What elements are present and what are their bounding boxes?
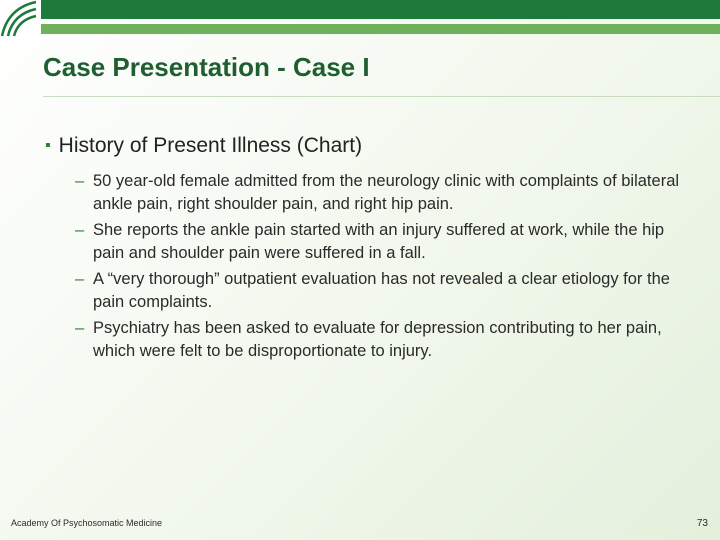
title-divider [43,96,720,97]
header-bar-light [41,24,720,34]
sub-bullet-text: She reports the ankle pain started with an injury suffered at work, while the hip pain and shoulder pain were suffered in a fall. [93,221,665,262]
main-bullet-text: History of Present Illness (Chart) [58,134,363,157]
footer-organization: Academy Of Psychosomatic Medicine [11,518,163,528]
sub-bullet-text: 50 year-old female admitted from the neurology clinic with complaints of bilateral ankle pain, right shoulder pain, and right hip pain. [93,172,680,213]
arc-logo-icon [0,0,38,38]
sub-bullet-item [75,170,695,216]
dash-icon: – [75,270,85,288]
page-number: 73 [696,518,708,529]
main-bullet [45,134,362,158]
sub-bullet-text: Psychiatry has been asked to evaluate for depression contributing to her pain, which were felt to be disproportionate to injury. [93,319,662,360]
slide-title: Case Presentation - Case I [43,52,370,82]
square-bullet-icon: ▪ [45,137,51,154]
sub-bullet-item [75,268,695,314]
header-bar-dark [41,0,720,19]
dash-icon: – [75,172,85,190]
logo [0,0,38,38]
sub-bullet-item [75,219,695,265]
sub-bullet-list [75,170,695,366]
sub-bullet-item [75,317,695,363]
sub-bullet-text: A “very thorough” outpatient evaluation has not revealed a clear etiology for the pain complaints. [93,270,670,311]
dash-icon: – [75,221,85,239]
dash-icon: – [75,319,85,337]
